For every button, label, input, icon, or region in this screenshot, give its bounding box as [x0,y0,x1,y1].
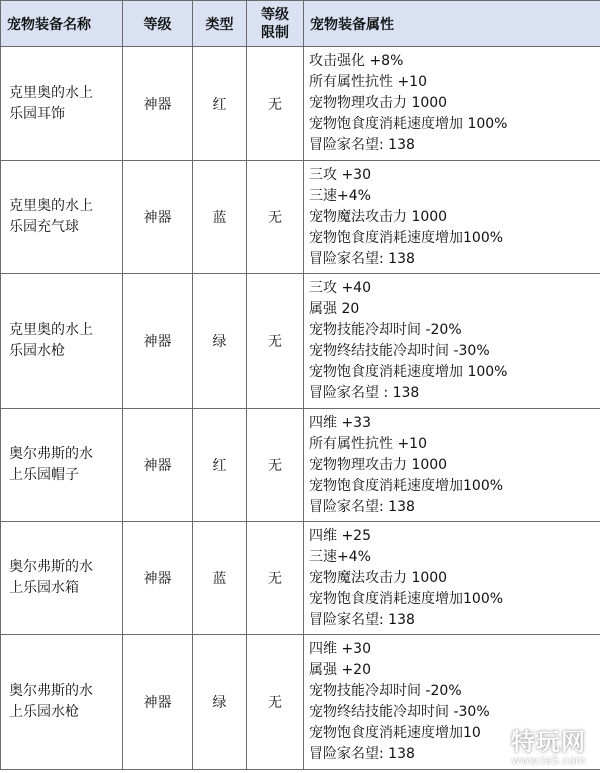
attribute-line: 宠物魔法攻击力 1000 [309,208,448,225]
type-cell: 蓝 [193,522,247,635]
equipment-name-cell [1,161,123,274]
attribute-line: 四维 +25 [309,527,371,544]
attribute-line: 所有属性抗性 +10 [309,435,427,452]
header-attributes: 宠物装备属性 [304,1,600,47]
level-limit-cell: 无 [247,635,304,770]
grade-cell: 神器 [123,47,193,161]
attribute-line: 冒险家名望: 138 [309,746,415,762]
attribute-line: 宠物饱食度消耗速度增加 100% [309,364,508,380]
table-header [1,1,600,47]
equipment-name-line: 上乐园水枪 [9,704,79,720]
level-limit-cell: 无 [247,522,304,635]
attributes-cell [304,522,600,635]
grade-cell: 神器 [123,635,193,770]
attribute-line: 宠物魔法攻击力 1000 [309,569,448,586]
attributes-cell [304,47,600,161]
equipment-name-line: 上乐园水箱 [9,580,79,596]
attributes-cell [304,635,600,770]
table-row [1,635,600,770]
type-cell: 绿 [193,274,247,409]
attribute-line: 冒险家名望: 138 [309,137,415,153]
watermark-logo: 特玩网 [511,728,586,756]
header-level-limit-line2: 限制 [261,24,289,41]
attribute-line: 冒险家名望 : 138 [309,385,420,401]
header-grade: 等级 [123,1,193,47]
attribute-line: 宠物物理攻击力 1000 [309,95,448,111]
header-row [1,1,600,47]
attribute-line: 宠物饱食度消耗速度增加100% [309,477,504,494]
attribute-line: 宠物技能冷却时间 -20% [309,322,462,338]
attribute-line: 冒险家名望: 138 [309,611,415,628]
equipment-name-cell [1,635,123,770]
header-type: 类型 [193,1,247,47]
attribute-line: 属强 20 [309,301,360,317]
attribute-line: 宠物终结技能冷却时间 -30% [309,343,490,359]
attribute-line: 宠物饱食度消耗速度增加 100% [309,116,508,132]
equipment-name-cell [1,522,123,635]
grade-cell: 神器 [123,522,193,635]
type-cell: 蓝 [193,161,247,274]
attribute-line: 所有属性抗性 +10 [309,74,427,90]
level-limit-cell: 无 [247,47,304,161]
attribute-line: 攻击强化 +8% [309,53,404,69]
grade-cell: 神器 [123,274,193,409]
header-level-limit-line1: 等级 [261,6,289,23]
header-level-limit [247,1,304,47]
equipment-name-line: 克里奥的水上 [9,322,93,338]
table-row [1,274,600,409]
header-equipment-name: 宠物装备名称 [1,1,123,47]
attribute-line: 冒险家名望: 138 [309,250,415,267]
table-row [1,161,600,274]
watermark-url: www.te5.com [511,754,586,767]
equipment-name-line: 奥尔弗斯的水 [9,559,93,575]
attribute-line: 四维 +33 [309,414,371,431]
grade-cell: 神器 [123,161,193,274]
equipment-name-line: 上乐园帽子 [9,467,79,483]
equipment-name-line: 克里奥的水上 [9,198,93,214]
grade-cell: 神器 [123,409,193,522]
level-limit-cell: 无 [247,274,304,409]
equipment-name-line: 乐园水枪 [9,343,65,359]
attributes-cell [304,409,600,522]
level-limit-cell: 无 [247,161,304,274]
equipment-name-line: 乐园充气球 [9,219,79,235]
equipment-name-line: 克里奥的水上 [9,84,93,101]
attribute-line: 宠物饱食度消耗速度增加100% [309,229,504,246]
table-body [1,47,600,770]
attributes-cell [304,274,600,409]
attribute-line: 三速+4% [309,187,371,204]
attribute-line: 宠物饱食度消耗速度增加10 [309,725,481,741]
equipment-name-line: 乐园耳饰 [9,105,65,122]
equipment-name-line: 奥尔弗斯的水 [9,446,93,462]
level-limit-cell: 无 [247,409,304,522]
type-cell: 红 [193,409,247,522]
attribute-line: 三攻 +30 [309,166,371,183]
attribute-line: 属强 +20 [309,662,371,678]
attribute-line: 宠物技能冷却时间 -20% [309,683,462,699]
table-row [1,409,600,522]
table-row [1,47,600,161]
attribute-line: 宠物终结技能冷却时间 -30% [309,704,490,720]
equipment-name-cell [1,47,123,161]
equipment-name-cell [1,274,123,409]
attribute-line: 宠物饱食度消耗速度增加100% [309,590,504,607]
attribute-line: 三速+4% [309,548,371,565]
attribute-line: 冒险家名望: 138 [309,498,415,515]
equipment-name-cell [1,409,123,522]
equipment-name-line: 奥尔弗斯的水 [9,683,93,699]
attribute-line: 四维 +30 [309,641,371,657]
attribute-line: 三攻 +40 [309,280,371,296]
type-cell: 红 [193,47,247,161]
table-row [1,522,600,635]
attribute-line: 宠物物理攻击力 1000 [309,456,448,473]
type-cell: 绿 [193,635,247,770]
attributes-cell [304,161,600,274]
